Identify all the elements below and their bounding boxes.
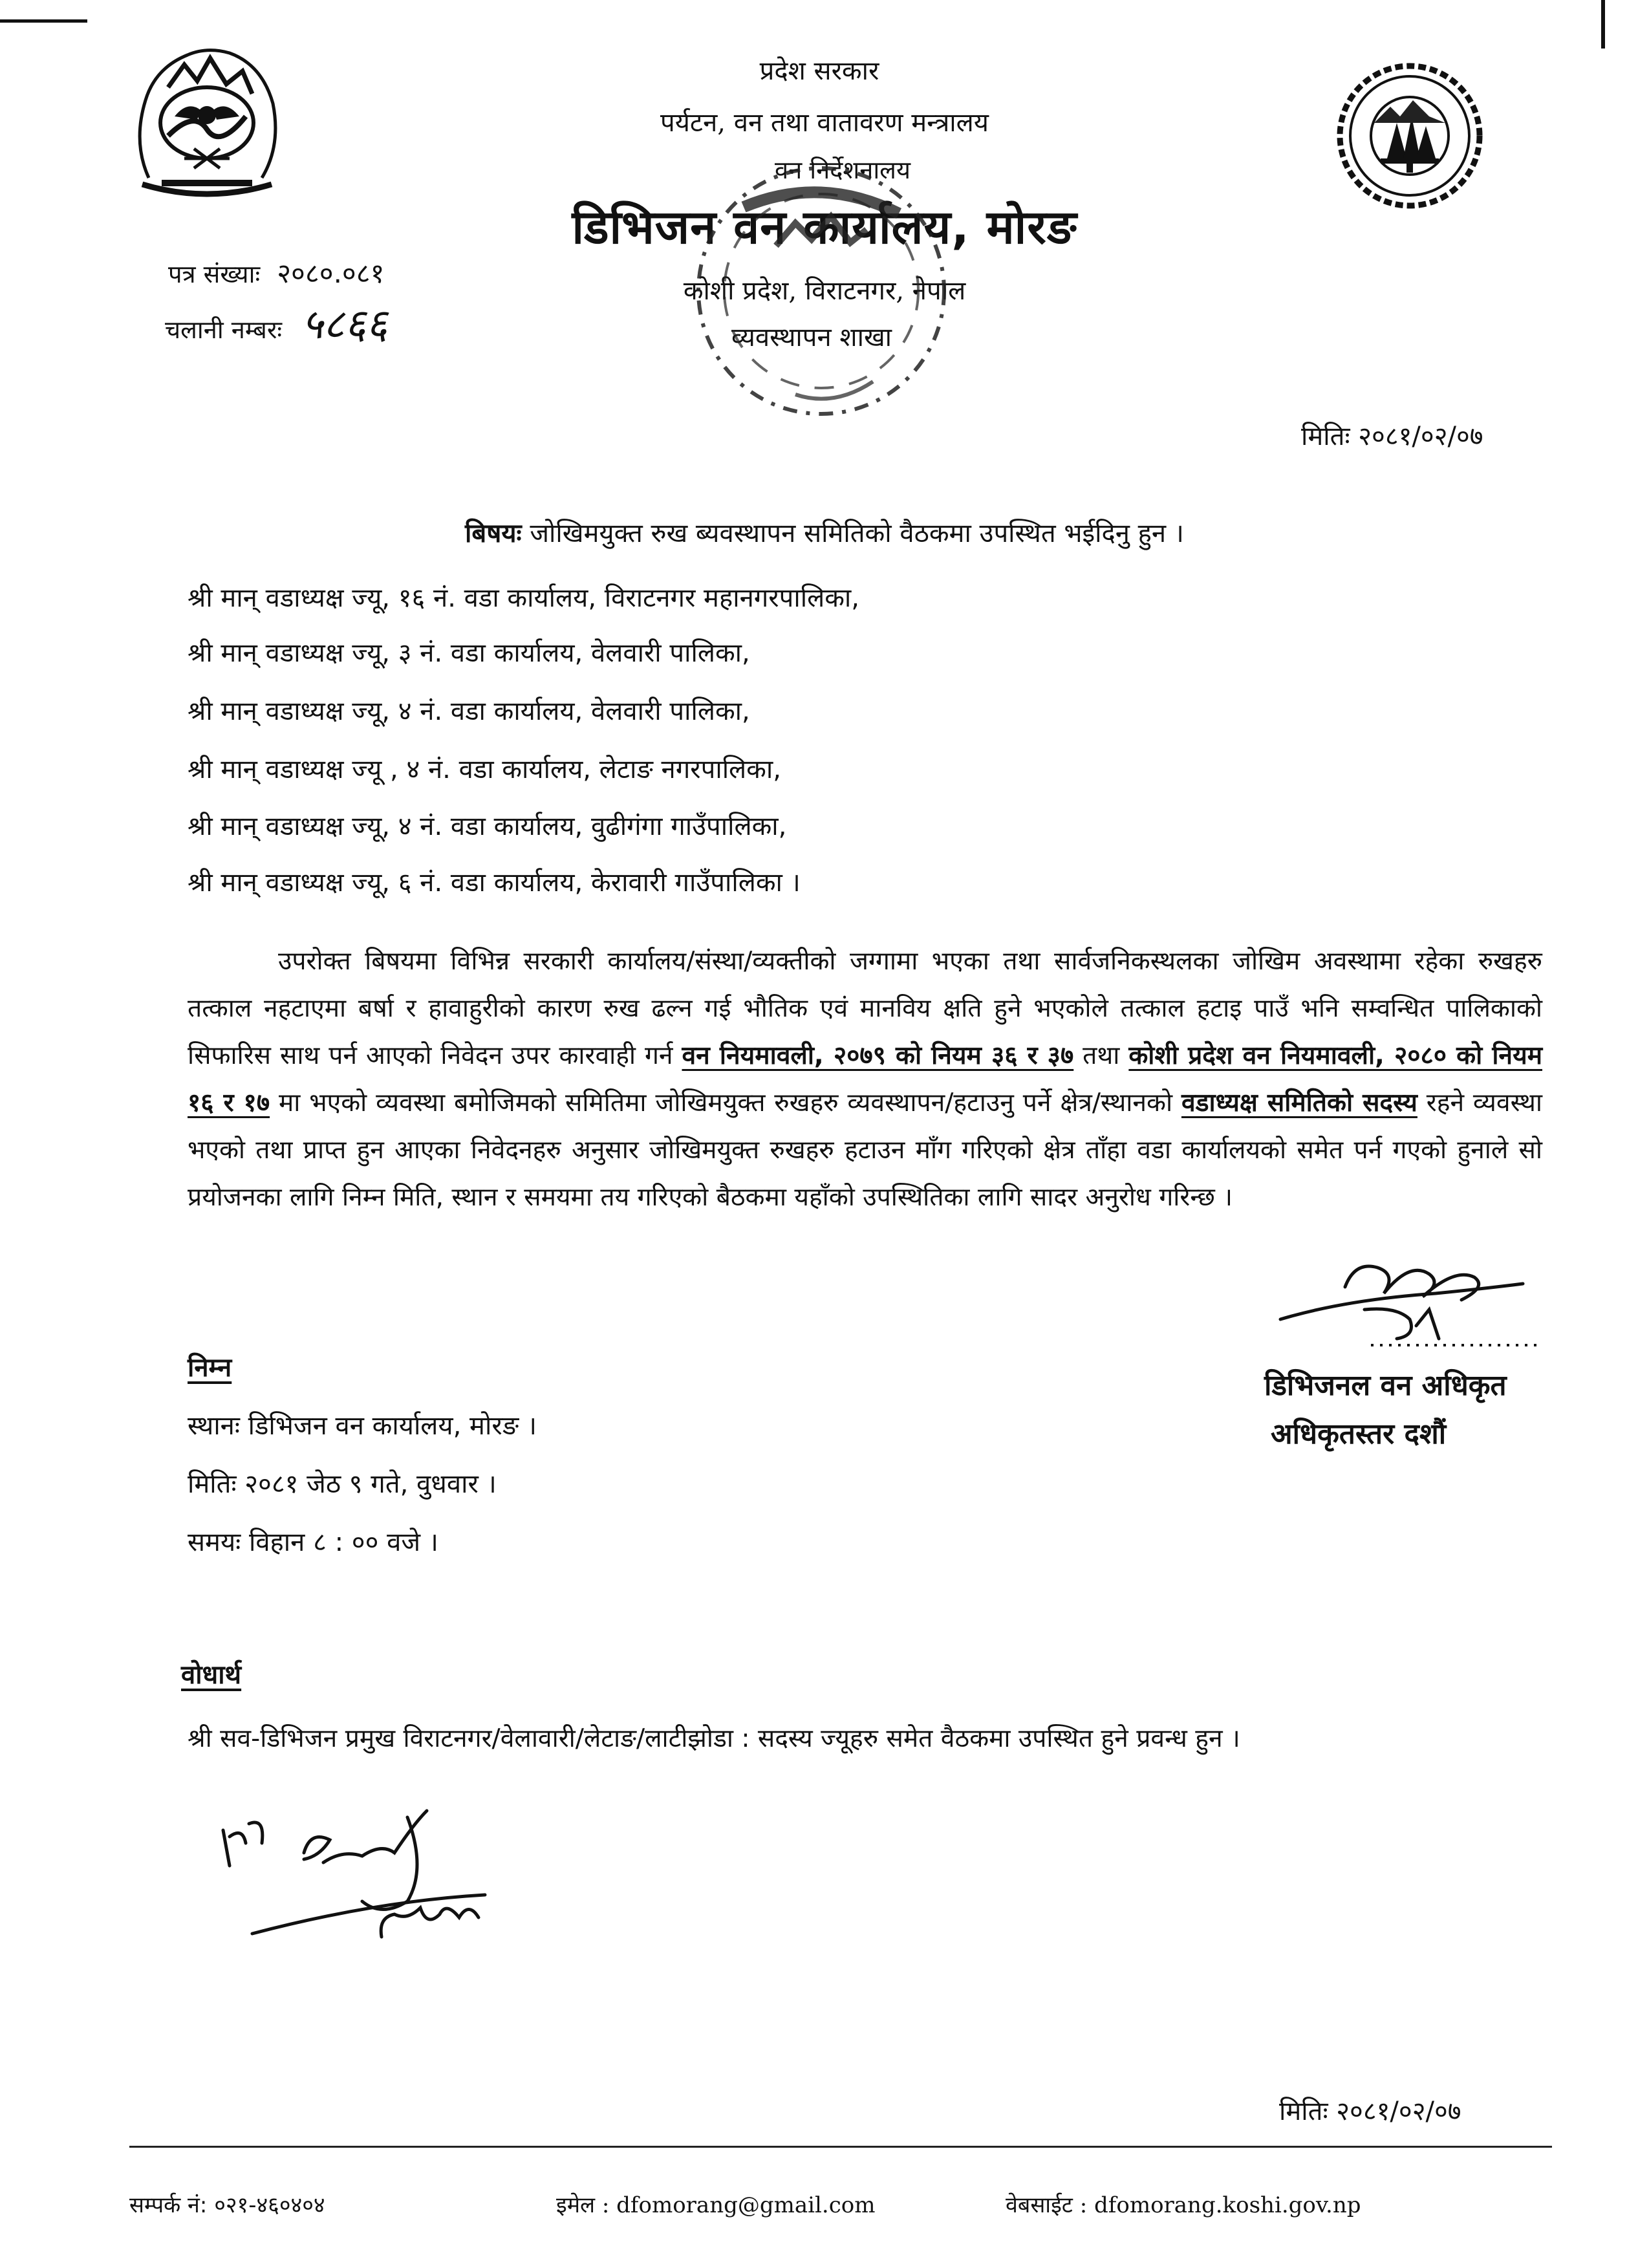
office-title: डिभिजन वन कार्यालय, मोरङ xyxy=(572,200,1077,254)
meeting-place: स्थानः डिभिजन वन कार्यालय, मोरङ । xyxy=(188,1411,537,1441)
footer-phone: सम्पर्क नं: ०२१-४६०४०४ xyxy=(129,2192,325,2218)
header-directorate: वन निर्देशनालय xyxy=(775,156,911,184)
chalani-value: ५८६६ xyxy=(301,301,388,349)
signatory-title: डिभिजनल वन अधिकृत xyxy=(1264,1369,1507,1402)
meeting-time: समयः विहान ८ : ०० वजे । xyxy=(188,1528,438,1557)
body-part-3: मा भएको व्यवस्था बमोजिमको समितिमा जोखिमयुक्त रुखहरु व्यवस्थापन/हटाउनु पर्ने क्षेत्र/स्थानको xyxy=(278,1088,1173,1118)
law-reference-2: कोशी प्रदेश वन नियमावली, २०८० को नियम १६ र १७ xyxy=(188,1041,1543,1118)
officer-signature-icon xyxy=(1267,1248,1546,1358)
cc-text: श्री सव-डिभिजन प्रमुख विराटनगर/वेलावारी/लेटाङ/लाटीझोडा : सदस्य ज्यूहरु समेत वैठकमा उपस्थित हुने प्रवन्ध हुन । xyxy=(188,1724,1240,1753)
scan-mark-top-right xyxy=(1601,0,1605,49)
header-state-government: प्रदेश सरकार xyxy=(759,56,879,86)
handwritten-initial-icon xyxy=(213,1804,550,1953)
body-part-1: उपरोक्त बिषयमा विभिन्न सरकारी कार्यालय/संस्था/व्यक्तीको जग्गामा भएका तथा सार्वजनिकस्थलका जोखिम अवस्थामा रहेका रुखहरु तत्काल नहटाएमा बर्षा र हावाहुरीको कारण रुख ढल्न गई भौतिक एवं मानविय क्षति हुने भएकोले तत्काल हटाइ पाउँ भनि सम्वन्धित पालिकाको सिफारिस साथ पर्न आएको निवेदन उपर कारवाही गर्न xyxy=(188,947,1542,1070)
office-address: कोशी प्रदेश, विराटनगर, नेपाल xyxy=(683,276,966,306)
recipient-3: श्री मान् वडाध्यक्ष ज्यू, ४ नं. वडा कार्यालय, वेलवारी पालिका, xyxy=(188,697,750,726)
recipient-5: श्री मान् वडाध्यक्ष ज्यू, ४ नं. वडा कार्यालय, वुढीगंगा गाउँपालिका, xyxy=(188,812,787,841)
subject-text: जोखिमयुक्त रुख ब्यवस्थापन समितिको वैठकमा उपस्थित भईदिनु हुन । xyxy=(530,519,1184,548)
date-bottom: मितिः २०८१/०२/०७ xyxy=(1279,2097,1461,2126)
patra-sankhya-label: पत्र संख्याः xyxy=(168,260,261,288)
footer-email: इमेल : dfomorang@gmail.com xyxy=(556,2192,876,2218)
signatory-rank: अधिकृतस्तर दशौं xyxy=(1271,1418,1447,1451)
member-clause: वडाध्यक्ष समितिको सदस्य xyxy=(1181,1088,1417,1118)
recipient-6: श्री मान् वडाध्यक्ष ज्यू, ६ नं. वडा कार्यालय, केरावारी गाउँपालिका । xyxy=(188,868,801,898)
nepal-emblem-icon xyxy=(123,39,291,204)
law-reference-1: वन नियमावली, २०७९ को नियम ३६ र ३७ xyxy=(682,1041,1074,1070)
body-paragraph xyxy=(188,938,1542,1221)
patra-sankhya xyxy=(168,254,384,291)
footer-website: वेबसाईट : dfomorang.koshi.gov.np xyxy=(1006,2192,1361,2218)
meeting-heading: निम्न xyxy=(188,1353,232,1383)
date-top: मितिः २०८१/०२/०७ xyxy=(1301,422,1483,451)
cc-heading: वोधार्थ xyxy=(181,1660,242,1690)
recipient-2: श्री मान् वडाध्यक्ष ज्यू, ३ नं. वडा कार्यालय, वेलवारी पालिका, xyxy=(188,638,750,668)
meeting-date: मितिः २०८१ जेठ ९ गते, वुधवार । xyxy=(188,1469,497,1499)
subject-line xyxy=(0,514,1649,550)
chalani-label: चलानी नम्बरः xyxy=(165,316,283,344)
recipient-4: श्री मान् वडाध्यक्ष ज्यू , ४ नं. वडा कार्यालय, लेटाङ नगरपालिका, xyxy=(188,755,781,784)
scan-mark-top-left xyxy=(0,19,87,23)
subject-label: बिषयः xyxy=(465,519,522,548)
header-ministry: पर्यटन, वन तथा वातावरण मन्त्रालय xyxy=(660,108,989,138)
recipient-1: श्री मान् वडाध्यक्ष ज्यू, १६ नं. वडा कार्यालय, विराटनगर महानगरपालिका, xyxy=(188,583,860,613)
patra-sankhya-value: २०८०.०८१ xyxy=(277,257,385,289)
section-name: व्यवस्थापन शाखा xyxy=(731,323,892,352)
body-part-4: रहने व्यवस्था भएको तथा प्राप्त हुन आएका निवेदनहरु अनुसार जोखिमयुक्त रुखहरु हटाउन माँग गरिएको क्षेत्र ताँहा वडा कार्यालयको समेत पर्न गएको हुनाले सो प्रयोजनका लागि निम्न मिति, स्थान र समयमा तय गरिएको बैठकमा यहाँको उपस्थितिका लागि सादर अनुरोध गरिन्छ । xyxy=(188,1088,1542,1212)
forest-office-logo-icon xyxy=(1335,61,1484,210)
chalani-number xyxy=(165,294,387,351)
office-stamp-icon xyxy=(679,149,964,433)
footer-divider xyxy=(129,2146,1552,2148)
body-part-2: तथा xyxy=(1083,1041,1120,1070)
